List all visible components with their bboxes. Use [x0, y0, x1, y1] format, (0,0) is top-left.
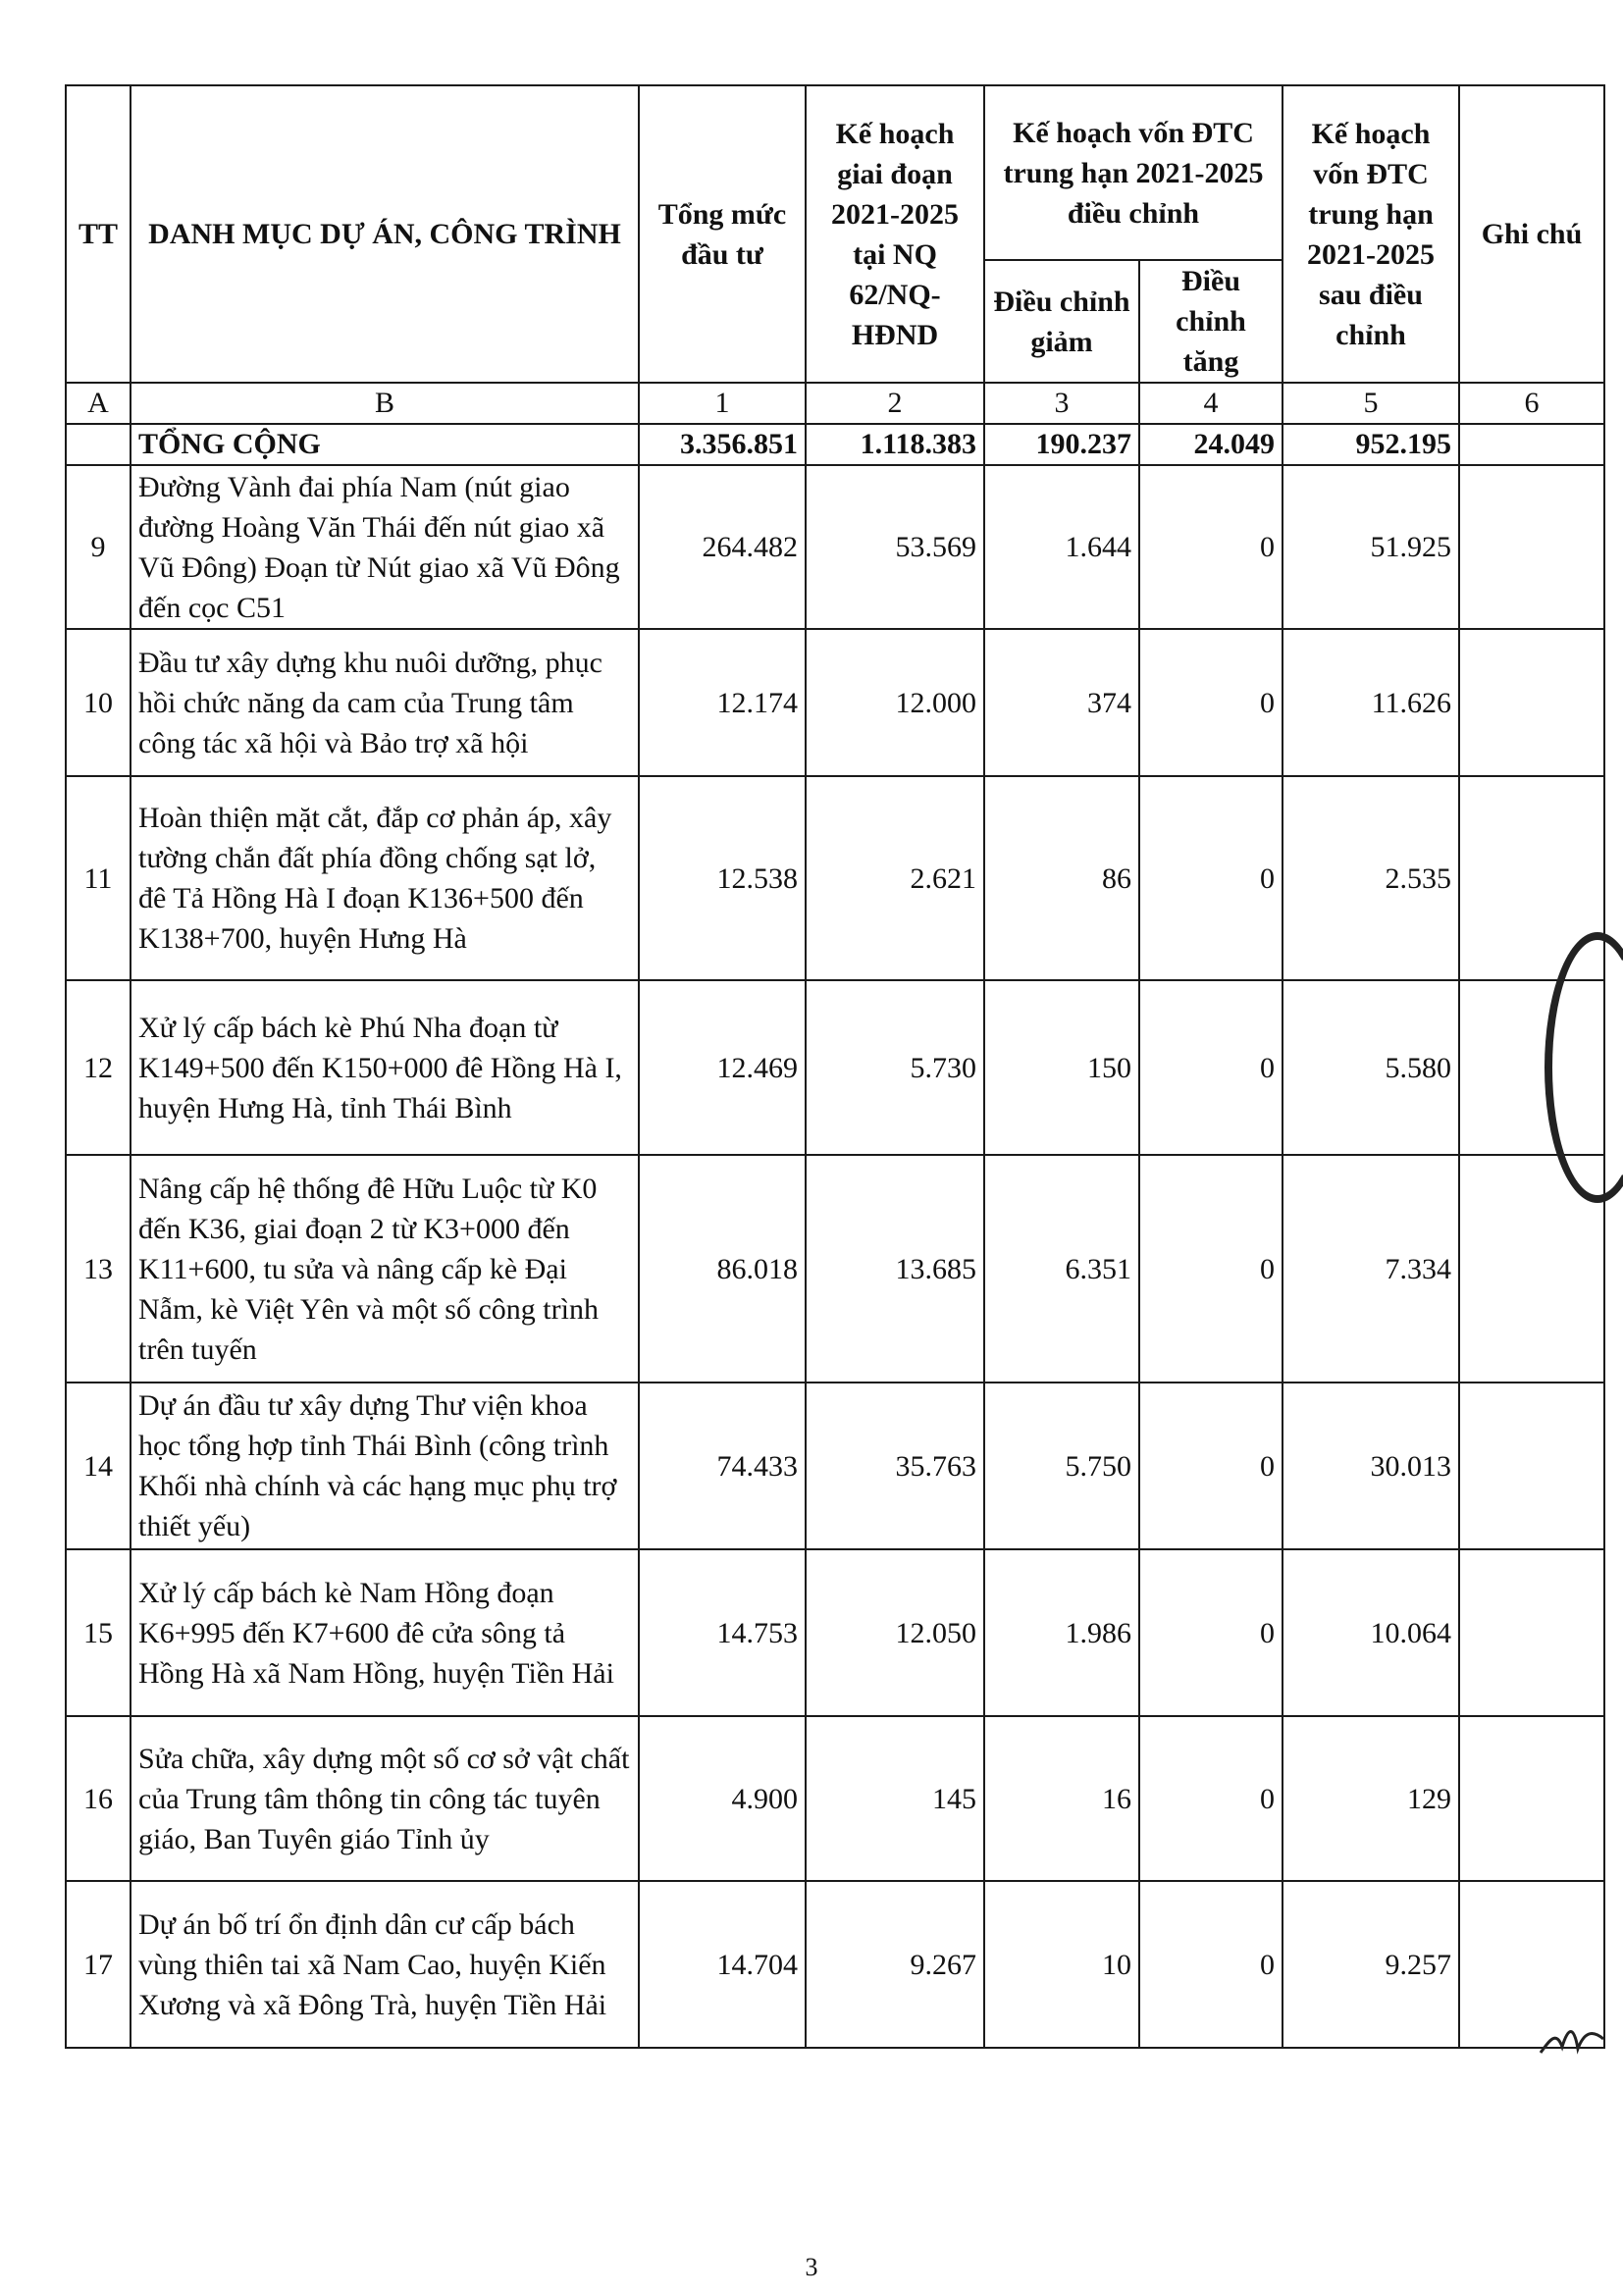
row-after: 2.535 — [1283, 776, 1459, 980]
total-label: TỔNG CỘNG — [131, 424, 639, 465]
column-index-cell: A — [66, 383, 131, 424]
row-tt: 12 — [66, 980, 131, 1155]
row-decrease: 10 — [984, 1881, 1139, 2048]
header-name: DANH MỤC DỰ ÁN, CÔNG TRÌNH — [131, 85, 639, 383]
row-plan-nq: 12.000 — [806, 629, 984, 776]
row-name: Xử lý cấp bách kè Nam Hồng đoạn K6+995 đến K7+600 đê cửa sông tả Hồng Hà xã Nam Hồng, huyện Tiền Hải — [131, 1549, 639, 1716]
row-tt: 13 — [66, 1155, 131, 1383]
header-plan-nq: Kế hoạch giai đoạn 2021-2025 tại NQ 62/NQ-HĐND — [806, 85, 984, 383]
row-name: Dự án đầu tư xây dựng Thư viện khoa học tổng hợp tỉnh Thái Bình (công trình Khối nhà chính và các hạng mục phụ trợ thiết yếu) — [131, 1383, 639, 1549]
total-row — [66, 424, 1604, 465]
row-total-investment: 14.704 — [639, 1881, 806, 2048]
header-adjust-increase: Điều chỉnh tăng — [1139, 260, 1283, 383]
row-increase: 0 — [1139, 1549, 1283, 1716]
row-increase: 0 — [1139, 1881, 1283, 2048]
table-row — [66, 629, 1604, 776]
row-increase: 0 — [1139, 1716, 1283, 1881]
table-row — [66, 776, 1604, 980]
row-total-investment: 264.482 — [639, 465, 806, 629]
row-note — [1459, 629, 1604, 776]
row-plan-nq: 9.267 — [806, 1881, 984, 2048]
row-total-investment: 14.753 — [639, 1549, 806, 1716]
table-row — [66, 1549, 1604, 1716]
row-plan-nq: 53.569 — [806, 465, 984, 629]
header-note: Ghi chú — [1459, 85, 1604, 383]
row-decrease: 6.351 — [984, 1155, 1139, 1383]
total-note — [1459, 424, 1604, 465]
header-after-adjust: Kế hoạch vốn ĐTC trung hạn 2021-2025 sau điều chỉnh — [1283, 85, 1459, 383]
row-name: Dự án bố trí ổn định dân cư cấp bách vùng thiên tai xã Nam Cao, huyện Kiến Xương và xã Đông Trà, huyện Tiền Hải — [131, 1881, 639, 2048]
row-tt: 10 — [66, 629, 131, 776]
row-plan-nq: 35.763 — [806, 1383, 984, 1549]
row-increase: 0 — [1139, 629, 1283, 776]
row-total-investment: 4.900 — [639, 1716, 806, 1881]
row-plan-nq: 13.685 — [806, 1155, 984, 1383]
row-total-investment: 12.538 — [639, 776, 806, 980]
initials-signature — [1539, 2021, 1607, 2057]
row-after: 30.013 — [1283, 1383, 1459, 1549]
row-tt: 15 — [66, 1549, 131, 1716]
row-after: 129 — [1283, 1716, 1459, 1881]
row-tt: 16 — [66, 1716, 131, 1881]
row-total-investment: 86.018 — [639, 1155, 806, 1383]
column-index-cell: 2 — [806, 383, 984, 424]
table-row — [66, 1881, 1604, 2048]
header-total-investment: Tổng mức đầu tư — [639, 85, 806, 383]
column-index-cell: B — [131, 383, 639, 424]
column-index-cell: 6 — [1459, 383, 1604, 424]
row-increase: 0 — [1139, 1383, 1283, 1549]
project-table — [65, 84, 1605, 2049]
row-after: 10.064 — [1283, 1549, 1459, 1716]
row-name: Sửa chữa, xây dựng một số cơ sở vật chất của Trung tâm thông tin công tác tuyên giáo, Ban Tuyên giáo Tỉnh ủy — [131, 1716, 639, 1881]
row-tt: 9 — [66, 465, 131, 629]
column-index-cell: 4 — [1139, 383, 1283, 424]
total-after-sum: 952.195 — [1283, 424, 1459, 465]
row-total-investment: 74.433 — [639, 1383, 806, 1549]
row-plan-nq: 145 — [806, 1716, 984, 1881]
row-name: Hoàn thiện mặt cắt, đắp cơ phản áp, xây tường chắn đất phía đồng chống sạt lở, đê Tả Hồng Hà I đoạn K136+500 đến K138+700, huyện Hưng Hà — [131, 776, 639, 980]
row-decrease: 5.750 — [984, 1383, 1139, 1549]
header-adjust-group: Kế hoạch vốn ĐTC trung hạn 2021-2025 điều chỉnh — [984, 85, 1283, 260]
row-decrease: 1.986 — [984, 1549, 1139, 1716]
total-plan-nq-sum: 1.118.383 — [806, 424, 984, 465]
row-decrease: 1.644 — [984, 465, 1139, 629]
row-note — [1459, 1383, 1604, 1549]
table-row — [66, 1716, 1604, 1881]
row-decrease: 150 — [984, 980, 1139, 1155]
row-after: 5.580 — [1283, 980, 1459, 1155]
row-increase: 0 — [1139, 980, 1283, 1155]
row-note — [1459, 1716, 1604, 1881]
table-row — [66, 980, 1604, 1155]
page-number: 3 — [805, 2253, 818, 2281]
row-increase: 0 — [1139, 1155, 1283, 1383]
row-decrease: 86 — [984, 776, 1139, 980]
row-plan-nq: 12.050 — [806, 1549, 984, 1716]
row-note — [1459, 465, 1604, 629]
row-name: Đường Vành đai phía Nam (nút giao đường Hoàng Văn Thái đến nút giao xã Vũ Đông) Đoạn từ Nút giao xã Vũ Đông đến cọc C51 — [131, 465, 639, 629]
row-name: Nâng cấp hệ thống đê Hữu Luộc từ K0 đến K36, giai đoạn 2 từ K3+000 đến K11+600, tu sửa và nâng cấp kè Đại Nẫm, kè Việt Yên và một số công trình trên tuyến — [131, 1155, 639, 1383]
column-index-cell: 3 — [984, 383, 1139, 424]
row-after: 7.334 — [1283, 1155, 1459, 1383]
total-investment-sum: 3.356.851 — [639, 424, 806, 465]
row-increase: 0 — [1139, 776, 1283, 980]
row-plan-nq: 5.730 — [806, 980, 984, 1155]
table-row — [66, 465, 1604, 629]
header-tt: TT — [66, 85, 131, 383]
row-after: 11.626 — [1283, 629, 1459, 776]
row-plan-nq: 2.621 — [806, 776, 984, 980]
column-index-row — [66, 383, 1604, 424]
table-row — [66, 1155, 1604, 1383]
column-index-cell: 5 — [1283, 383, 1459, 424]
table-row — [66, 1383, 1604, 1549]
row-tt: 17 — [66, 1881, 131, 2048]
row-name: Xử lý cấp bách kè Phú Nha đoạn từ K149+500 đến K150+000 đê Hồng Hà I, huyện Hưng Hà, tỉnh Thái Bình — [131, 980, 639, 1155]
row-decrease: 374 — [984, 629, 1139, 776]
header-adjust-decrease: Điều chỉnh giảm — [984, 260, 1139, 383]
row-decrease: 16 — [984, 1716, 1139, 1881]
row-total-investment: 12.469 — [639, 980, 806, 1155]
row-after: 9.257 — [1283, 1881, 1459, 2048]
column-index-cell: 1 — [639, 383, 806, 424]
row-tt: 14 — [66, 1383, 131, 1549]
row-tt: 11 — [66, 776, 131, 980]
row-name: Đầu tư xây dựng khu nuôi dưỡng, phục hồi chức năng da cam của Trung tâm công tác xã hội và Bảo trợ xã hội — [131, 629, 639, 776]
row-increase: 0 — [1139, 465, 1283, 629]
total-increase-sum: 24.049 — [1139, 424, 1283, 465]
row-after: 51.925 — [1283, 465, 1459, 629]
row-note — [1459, 1549, 1604, 1716]
total-decrease-sum: 190.237 — [984, 424, 1139, 465]
row-total-investment: 12.174 — [639, 629, 806, 776]
